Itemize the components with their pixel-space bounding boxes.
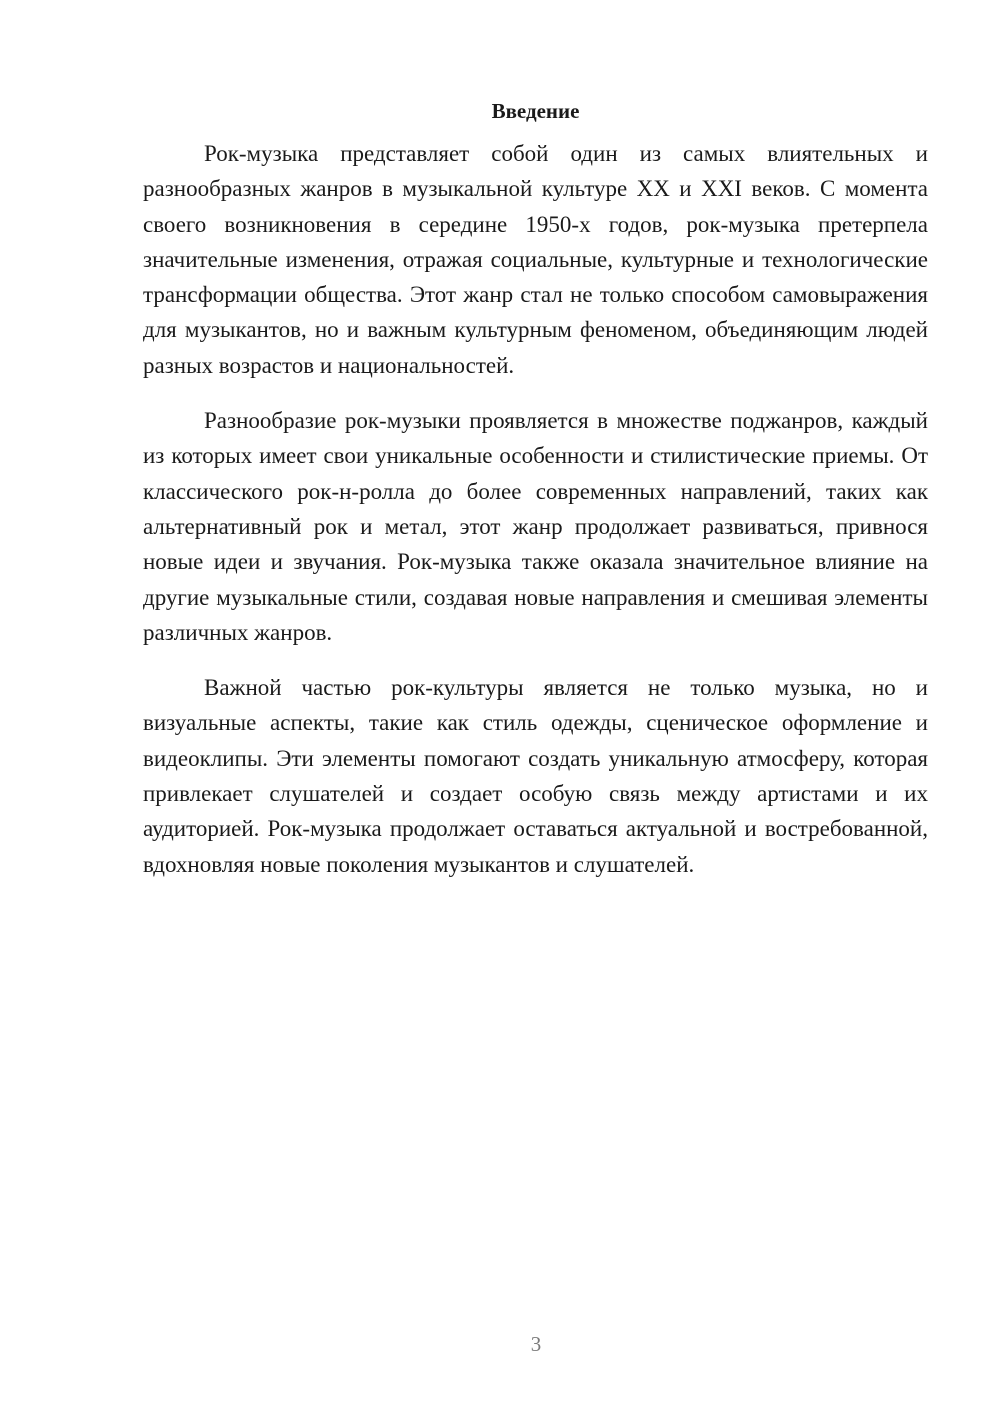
paragraph-1: Рок-музыка представляет собой один из самых влиятельных и разнообразных жанров в музыкальной культуре XX и XXI веков. С момента своего возникновения в середине 1950-х годов, рок-музыка претерпела значительные изменения, отражая социальные, культурные и технологические трансформации общества. Этот жанр стал не только способом самовыражения для музыкантов, но и важным культурным феноменом, объединяющим людей разных возрастов и национальностей.: [143, 141, 928, 378]
paragraph-3: Важной частью рок-культуры является не только музыка, но и визуальные аспекты, такие как стиль одежды, сценическое оформление и видеоклипы. Эти элементы помогают создать уникальную атмосферу, которая привлекает слушателей и создает особую связь между артистами и их аудиторией. Рок-музыка продолжает оставаться актуальной и востребованной, вдохновляя новые поколения музыкантов и слушателей.: [143, 675, 928, 877]
page-content: [143, 96, 928, 902]
page-number: 3: [530, 1332, 542, 1356]
paragraph-2: Разнообразие рок-музыки проявляется в множестве поджанров, каждый из которых имеет свои уникальные особенности и стилистические приемы. От классического рок-н-ролла до более современных направлений, таких как альтернативный рок и метал, этот жанр продолжает развиваться, привнося новые идеи и звучания. Рок-музыка также оказала значительное влияние на другие музыкальные стили, создавая новые направления и смешивая элементы различных жанров.: [143, 408, 928, 645]
page-title: Введение: [491, 99, 580, 123]
